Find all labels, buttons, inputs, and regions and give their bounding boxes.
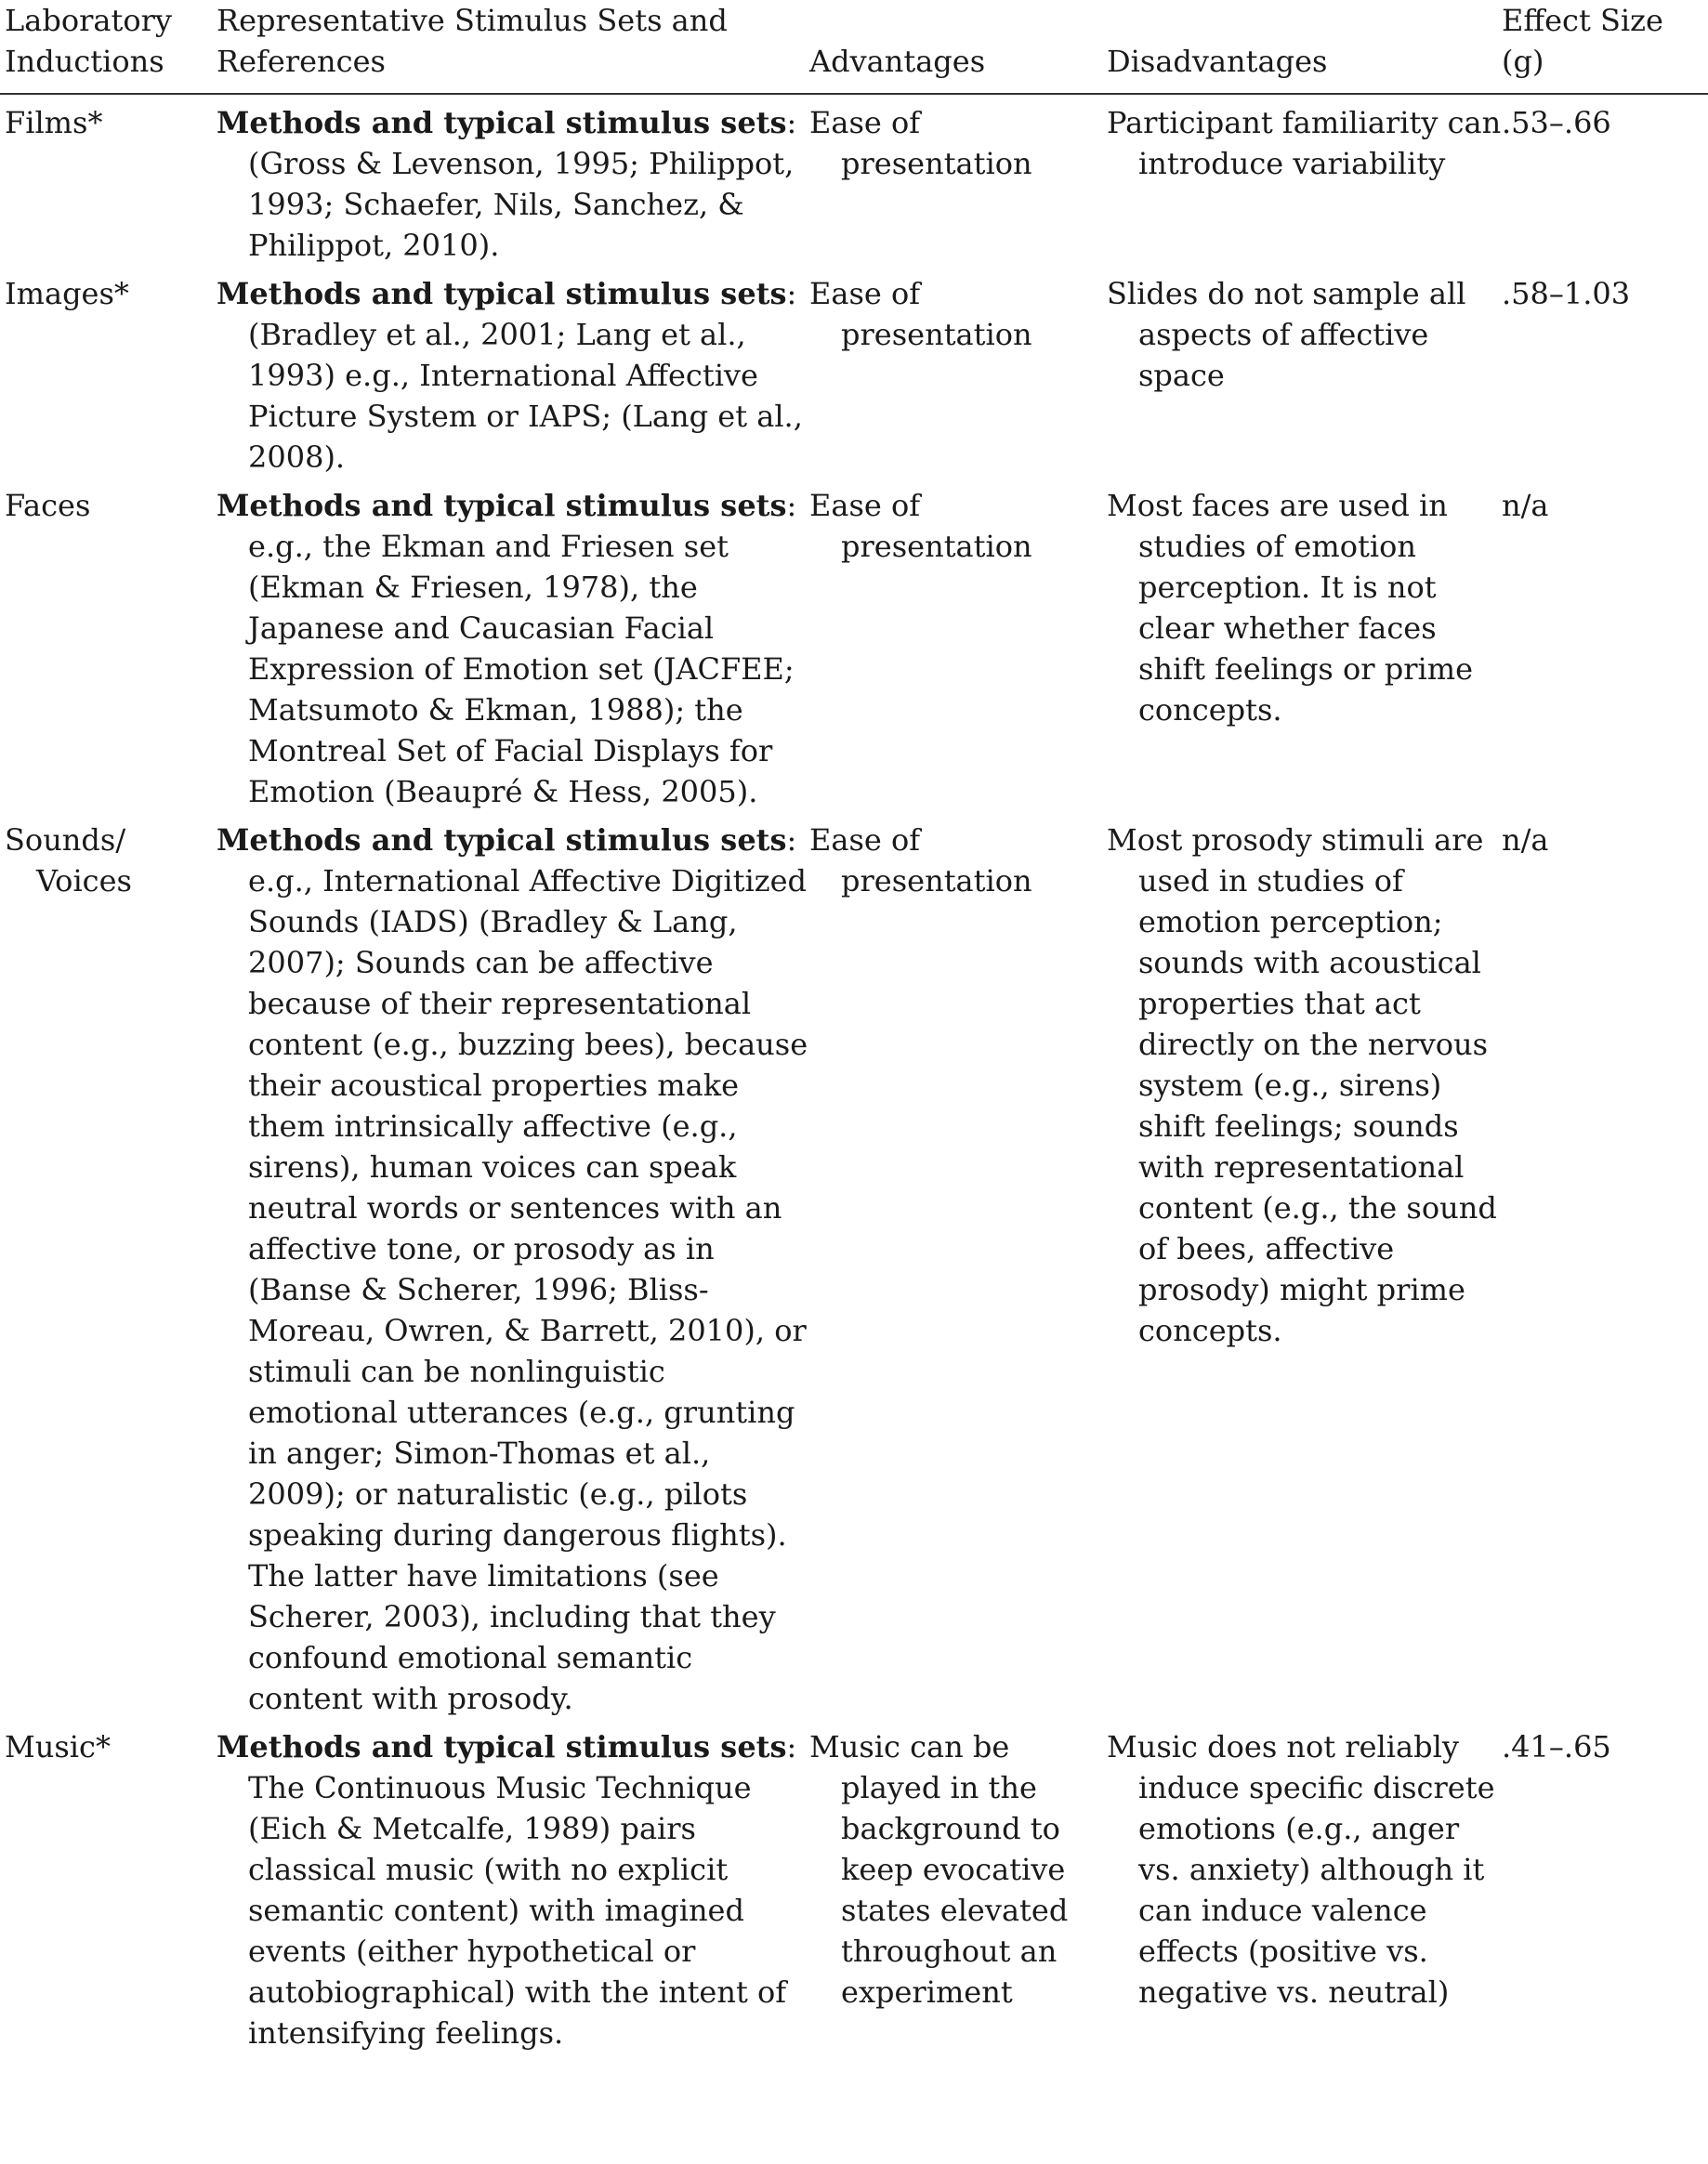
header-advantages: Advantages — [809, 0, 1107, 94]
effect-size-cell: n/a — [1502, 488, 1549, 523]
methods-label: Methods and typical stimulus sets — [217, 822, 787, 858]
methods-cell — [217, 820, 809, 1719]
effect-size-cell: .58–1.03 — [1502, 276, 1631, 311]
methods-cell — [217, 1726, 809, 2053]
methods-cell — [217, 273, 809, 478]
methods-label: Methods and typical stimulus sets — [217, 276, 787, 311]
advantages-cell: Ease of presentation — [809, 488, 1032, 564]
advantages-cell: Ease of presentation — [809, 822, 1032, 898]
header-effect-size: Effect Size (g) — [1502, 0, 1708, 94]
disadvantages-cell: Music does not reliably induce specific discrete emotions (e.g., anger vs. anxiety) although it can induce valence effects (positive vs. negative vs. neutral) — [1107, 1729, 1495, 2010]
effect-size-cell: n/a — [1502, 822, 1549, 858]
induction-cell: Sounds/ Voices — [5, 822, 132, 898]
effect-size-cell: .53–.66 — [1502, 105, 1611, 140]
induction-cell: Films* — [5, 105, 103, 140]
methods-text: : e.g., International Affective Digitized Sounds (IADS) (Bradley & Lang, 2007); Sounds can be affective because of their representational content (e.g., buzzing bees), because their acoustical properties make them intrinsically affective (e.g., sirens), human voices can speak neutral words or sentences with an affective tone, or prosody as in (Banse & Scherer, 1996; Bliss-Moreau, Owren, & Barrett, 2010), or stimuli can be nonlinguistic emotional utterances (e.g., grunting in anger; Simon-Thomas et al., 2009); or naturalistic (e.g., pilots speaking during dangerous flights). The latter have limitations (see Scherer, 2003), including that they confound emotional semantic content with prosody. — [248, 822, 808, 1716]
methods-cell — [217, 485, 809, 812]
header-stimulus-sets: Representative Stimulus Sets and References — [217, 0, 809, 94]
induction-cell: Music* — [5, 1729, 111, 1764]
effect-size-cell: .41–.65 — [1502, 1729, 1611, 1764]
methods-text: : The Continuous Music Technique (Eich & Metcalfe, 1989) pairs classical music (with no explicit semantic content) with imagined events (either hypothetical or autobiographical) with the intent of intensifying feelings. — [248, 1729, 797, 2051]
table-row — [0, 812, 1708, 1719]
advantages-cell: Music can be played in the background to keep evocative states elevated throughout an experiment — [809, 1729, 1069, 2010]
methods-label: Methods and typical stimulus sets — [217, 488, 787, 523]
methods-label: Methods and typical stimulus sets — [217, 1729, 787, 1764]
induction-cell: Faces — [5, 488, 91, 523]
methods-text: : e.g., the Ekman and Friesen set (Ekman & Friesen, 1978), the Japanese and Caucasian Facial Expression of Emotion set (JACFEE; Matsumoto & Ekman, 1988); the Montreal Set of Facial Displays for Emotion (Beaupré & Hess, 2005). — [248, 488, 797, 809]
methods-text: : (Bradley et al., 2001; Lang et al., 1993) e.g., International Affective Picture System or IAPS; (Lang et al., 2008). — [248, 276, 803, 475]
header-disadvantages: Disadvantages — [1107, 0, 1502, 94]
table-row — [0, 478, 1708, 812]
advantages-cell: Ease of presentation — [809, 276, 1032, 352]
disadvantages-cell: Participant familiarity can introduce variability — [1107, 105, 1502, 181]
disadvantages-cell: Most prosody stimuli are used in studies of emotion perception; sounds with acoustical properties that act directly on the nervous system (e.g., sirens) shift feelings; sounds with representational content (e.g., the sound of bees, affective prosody) might prime concepts. — [1107, 822, 1497, 1348]
methods-cell — [217, 102, 809, 266]
methods-text: : (Gross & Levenson, 1995; Philippot, 1993; Schaefer, Nils, Sanchez, & Philippot, 2010). — [248, 105, 797, 263]
table-row — [0, 1719, 1708, 2053]
induction-cell: Images* — [5, 276, 129, 311]
disadvantages-cell: Slides do not sample all aspects of affective space — [1107, 276, 1466, 393]
header-laboratory-inductions: Laboratory Inductions — [0, 0, 217, 94]
methods-label: Methods and typical stimulus sets — [217, 105, 787, 140]
table-row — [0, 266, 1708, 478]
disadvantages-cell: Most faces are used in studies of emotion perception. It is not clear whether faces shift feelings or prime concepts. — [1107, 488, 1474, 728]
table-row — [0, 94, 1708, 266]
table-header-row — [0, 0, 1708, 94]
advantages-cell: Ease of presentation — [809, 105, 1032, 181]
